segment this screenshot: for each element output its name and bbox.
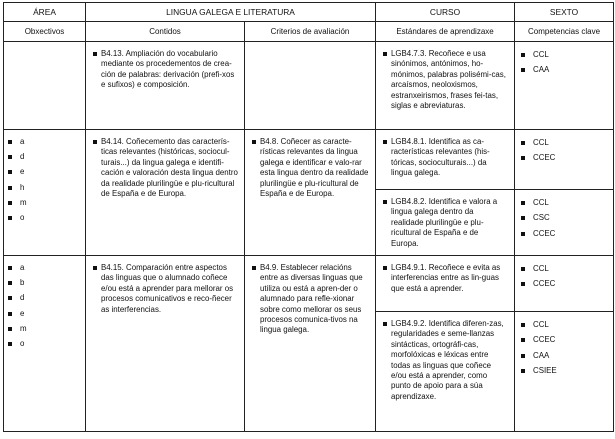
competences-cell <box>515 42 614 130</box>
objective-item: b <box>8 278 81 288</box>
table-row <box>4 42 614 130</box>
objective-item: e <box>8 309 81 319</box>
curriculum-table <box>3 2 614 432</box>
area-label: ÁREA <box>4 3 86 22</box>
content-item: B4.15. Comparación entre aspectos das linguas que o alumnado coñece e/ou está a aprender para mellorar os procesos comunicativos e reco-ñecer as interferencias. <box>93 263 238 315</box>
col-standards: Estándares de aprendizaxe <box>376 22 515 42</box>
competence-item: CCL <box>521 138 609 148</box>
standard-cell <box>376 42 515 130</box>
subject-title: LINGUA GALEGA E LITERATURA <box>86 3 376 22</box>
objective-item: o <box>8 339 81 349</box>
objective-item: d <box>8 293 81 303</box>
col-competences: Competencias clave <box>515 22 614 42</box>
standard-item: LGB4.8.1. Identifica as ca-racterísticas relevantes (his-tóricas, socioculturais...) da lingua galega. <box>383 137 508 179</box>
course-label: CURSO <box>376 3 515 22</box>
competence-item: CCEC <box>521 229 609 239</box>
objectives-cell <box>4 130 86 256</box>
header-row-top <box>4 3 614 22</box>
criterion-cell <box>245 256 376 432</box>
col-objectives: Obxectivos <box>4 22 86 42</box>
objectives-cell <box>4 256 86 432</box>
header-row-columns <box>4 22 614 42</box>
objective-item: h <box>8 183 81 193</box>
objective-item: e <box>8 167 81 177</box>
competence-item: CCL <box>521 198 609 208</box>
objective-item: m <box>8 198 81 208</box>
competence-item: CCL <box>521 320 609 330</box>
competence-item: CCEC <box>521 279 609 289</box>
table-row <box>4 256 614 312</box>
content-cell <box>86 130 245 256</box>
standard-cell <box>376 256 515 312</box>
criterion-cell <box>245 42 376 130</box>
curriculum-page <box>3 2 613 432</box>
objective-item: a <box>8 263 81 273</box>
objective-item: o <box>8 213 81 223</box>
competence-item: CCL <box>521 264 609 274</box>
table-row <box>4 130 614 190</box>
standard-cell <box>376 190 515 256</box>
standard-item: LGB4.8.2. Identifica e valora a lingua galega dentro da realidade plurilingüe e plu-ricultural de España e de Europa. <box>383 197 508 249</box>
objective-item: a <box>8 137 81 147</box>
content-item: B4.14. Coñecemento das caracterís-ticas relevantes (históricas, sociocul-turais...) da lingua galega e identifi-cación e valoración desta lingua dentro da realidade plurilingüe e plu-ricultural de España e de Europa. <box>93 137 238 199</box>
standard-cell <box>376 312 515 432</box>
col-criteria: Criterios de avaliación <box>245 22 376 42</box>
course-value: SEXTO <box>515 3 614 22</box>
competences-cell <box>515 130 614 190</box>
standard-cell <box>376 130 515 190</box>
content-item: B4.13. Ampliación do vocabulario mediante os procedementos de crea-ción de palabras: derivación (prefi-xos e sufixos) e composición. <box>93 49 238 91</box>
standard-item: LGB4.9.2. Identifica diferen-zas, regularidades e seme-llanzas sintácticas, ortográfi-cas, morfolóxicas e léxicas entre todas as linguas que coñece e/ou está a aprender, como punto de apoio para a súa aprendizaxe. <box>383 319 508 402</box>
content-cell <box>86 256 245 432</box>
competence-item: CAA <box>521 351 609 361</box>
competences-cell <box>515 190 614 256</box>
objective-item: m <box>8 324 81 334</box>
competence-item: CCEC <box>521 335 609 345</box>
content-cell <box>86 42 245 130</box>
competences-cell <box>515 256 614 312</box>
criterion-item: B4.9. Establecer relacións entre as diversas linguas que utiliza ou está a apren-der o alumnado para refle-xionar sobre como mellorar os seus procesos comunica-tivos na lingua galega. <box>252 263 369 336</box>
competence-item: CSIEE <box>521 366 609 376</box>
competence-item: CAA <box>521 65 609 75</box>
objective-item: d <box>8 152 81 162</box>
standard-item: LGB4.7.3. Recoñece e usa sinónimos, antónimos, ho-mónimos, palabras polisémi-cas, arcaísmos, neoloxismos, estranxeirismos, frases fei-tas, siglas e abreviaturas. <box>383 49 508 111</box>
criterion-cell <box>245 130 376 256</box>
col-contents: Contidos <box>86 22 245 42</box>
standard-item: LGB4.9.1. Recoñece e evita as interferencias entre as lin-guas que está a aprender. <box>383 263 508 294</box>
criterion-item: B4.8. Coñecer as caracte-rísticas relevantes da lingua galega e identificar e valo-rar esta lingua dentro da realidade plurilingüe e plu-ricultural de España e de Europa. <box>252 137 369 199</box>
objectives-cell <box>4 42 86 130</box>
competence-item: CCL <box>521 50 609 60</box>
competence-item: CSC <box>521 213 609 223</box>
competences-cell <box>515 312 614 432</box>
competence-item: CCEC <box>521 153 609 163</box>
